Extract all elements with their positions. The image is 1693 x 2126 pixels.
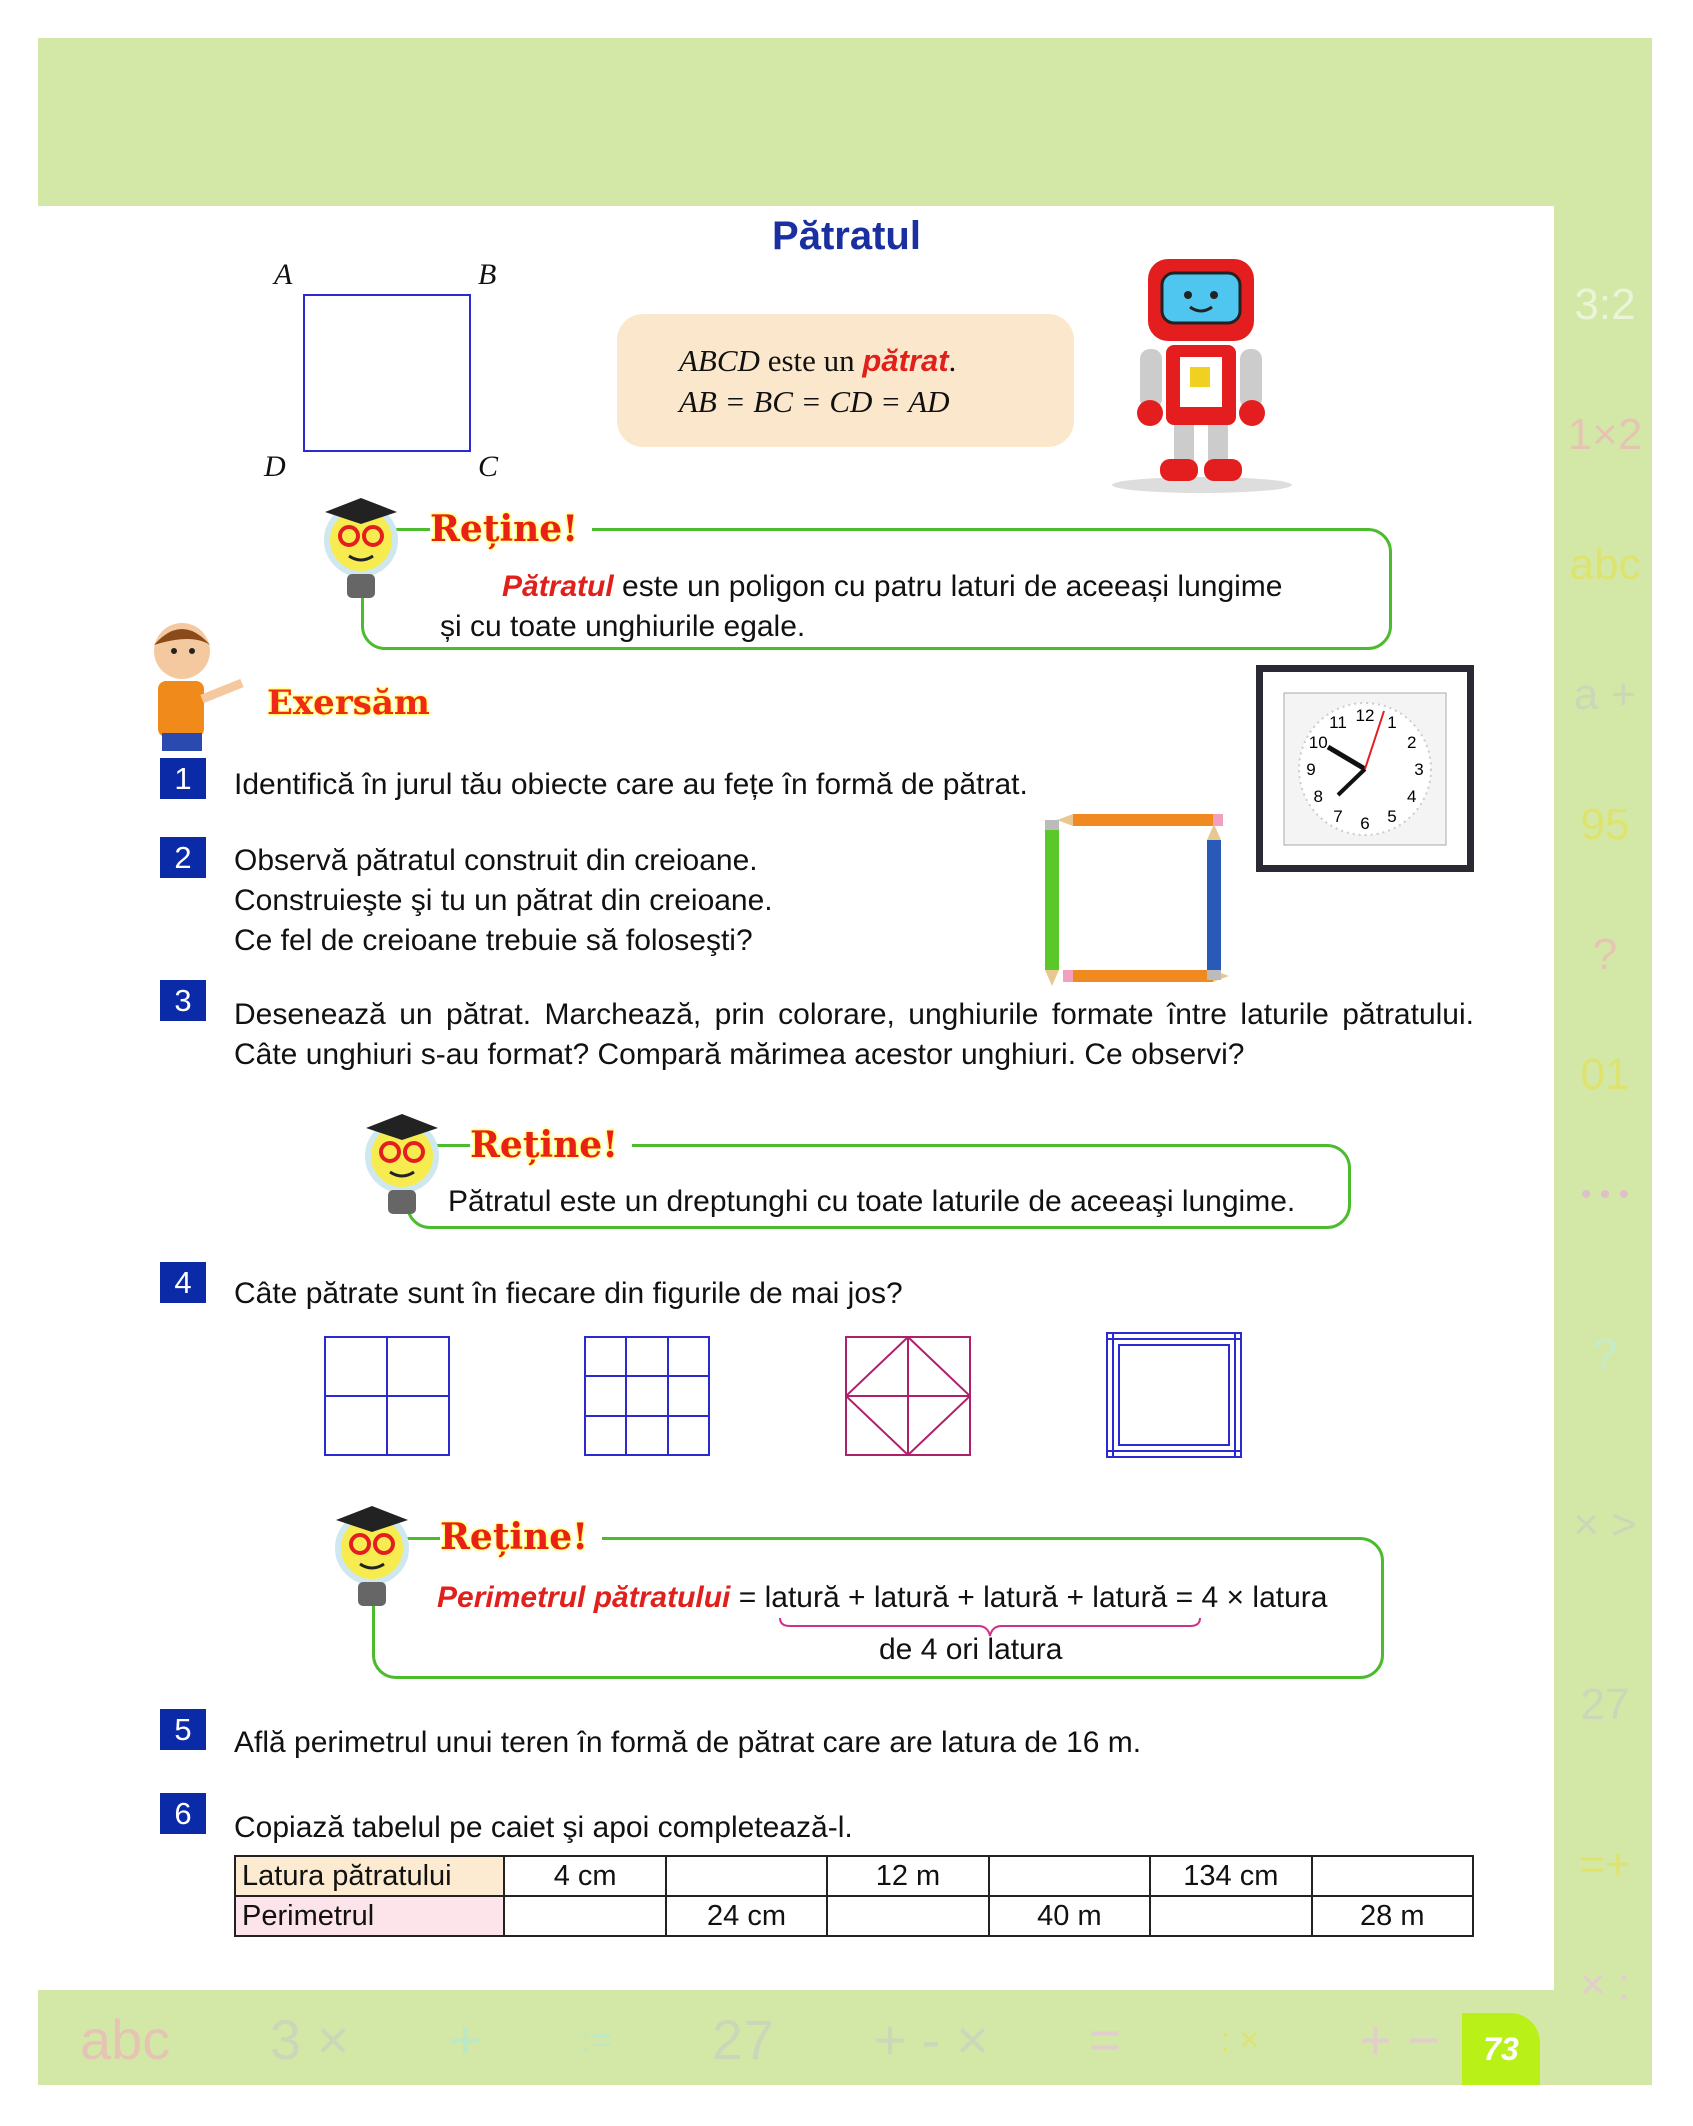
- top-band: [38, 38, 1652, 206]
- table-cell: 4 cm: [504, 1856, 665, 1896]
- table-cell: 40 m: [989, 1896, 1150, 1936]
- robot-illustration: [1110, 257, 1293, 494]
- vertex-c: C: [478, 450, 499, 483]
- deco: :=: [581, 2019, 613, 2060]
- table-cell: [1312, 1856, 1473, 1896]
- perimeter-formula: [437, 1578, 1327, 1618]
- clock-number: 2: [1407, 733, 1417, 752]
- vertex-b: B: [478, 258, 497, 291]
- deco: 1×2: [1567, 410, 1643, 459]
- deco: + - ×: [873, 2008, 989, 2071]
- perimeter-table: [234, 1855, 1474, 1937]
- figure-2-nine-squares: [584, 1336, 710, 1456]
- exercise-number: 5: [160, 1709, 206, 1750]
- deco: × :: [1579, 1960, 1631, 2009]
- row-header: Latura pătratului: [235, 1856, 504, 1896]
- retine-emphasis: Pătratul: [502, 570, 614, 603]
- deco: × >: [1573, 1500, 1637, 1549]
- table-cell: [827, 1896, 988, 1936]
- table-cell: 28 m: [1312, 1896, 1473, 1936]
- table-cell: [989, 1856, 1150, 1896]
- formula-text: = latură + latură + latură + latură = 4 × latura: [738, 1581, 1328, 1614]
- exercise-5-text: Află perimetrul unui teren în formă de pătrat care are latura de 16 m.: [234, 1726, 1142, 1759]
- retine-text: este un poligon cu patru laturi de aceeași lungime: [613, 570, 1283, 603]
- exercise-1-text: Identifică în jurul tău obiecte care au fețe în formă de pătrat.: [234, 768, 1028, 801]
- retine-heading: Reține!: [440, 1516, 602, 1558]
- exercise-line: Observă pătratul construit din creioane.: [234, 844, 758, 877]
- retine-emphasis: Perimetrul pătratului: [437, 1581, 731, 1614]
- clock-number: 9: [1306, 760, 1316, 779]
- deco: 3:2: [1574, 280, 1636, 329]
- clock-number: 11: [1329, 713, 1347, 733]
- retine-heading: Reține!: [470, 1124, 632, 1166]
- pencil-square-image: [1043, 810, 1232, 988]
- row-header: Perimetrul: [235, 1896, 504, 1936]
- deco: : ×: [1220, 2021, 1260, 2059]
- retine-text: și cu toate unghiurile egale.: [440, 610, 806, 643]
- vertex-d: D: [264, 450, 286, 483]
- exercise-number: 2: [160, 837, 206, 878]
- brace-label: de 4 ori latura: [879, 1633, 1063, 1666]
- clock-number: 3: [1414, 760, 1424, 779]
- exercise-6-text: Copiază tabelul pe caiet şi apoi completează-l.: [234, 1811, 853, 1844]
- figure-3-diamond-square: [845, 1336, 971, 1456]
- def-equation: AB = BC = CD = AD: [679, 384, 950, 419]
- retine-text-1: [440, 567, 1380, 647]
- lightbulb-mascot-icon: [311, 494, 407, 604]
- page-title: Pătratul: [772, 214, 921, 258]
- table-cell: 24 cm: [666, 1896, 827, 1936]
- table-cell: [666, 1856, 827, 1896]
- clock-number: 4: [1407, 787, 1417, 806]
- deco: ?: [1592, 930, 1618, 979]
- vertex-a: A: [274, 258, 293, 291]
- clock-number: 12: [1355, 706, 1375, 725]
- exercise-4-text: Câte pătrate sunt în fiecare din figurile de mai jos?: [234, 1277, 903, 1310]
- table-row: [235, 1896, 1473, 1936]
- exersam-heading: Exersăm: [267, 683, 430, 723]
- right-band: [1554, 206, 1652, 2085]
- deco: ?: [1592, 1330, 1618, 1379]
- definition-box: [617, 314, 1074, 447]
- lightbulb-mascot-icon: [352, 1110, 448, 1220]
- def-text: ABCD: [679, 343, 760, 378]
- deco: a +: [1573, 670, 1637, 719]
- deco: abc: [1569, 540, 1641, 589]
- table-cell: [504, 1896, 665, 1936]
- exercise-number: 1: [160, 758, 206, 799]
- exercise-line: Construieşte şi tu un pătrat din creioane.: [234, 884, 773, 917]
- table-row: [235, 1856, 1473, 1896]
- clock-number: 6: [1360, 814, 1370, 833]
- bottom-decorations: [80, 2010, 1440, 2070]
- deco: + −: [1358, 2008, 1440, 2071]
- retine-heading: Reține!: [430, 508, 592, 550]
- clock-number: 5: [1387, 806, 1397, 826]
- page-number: 73: [1462, 2013, 1540, 2085]
- deco: +: [448, 2008, 482, 2071]
- clock-number: 8: [1313, 787, 1323, 806]
- deco: • • •: [1580, 1178, 1630, 1211]
- exercise-number: 4: [160, 1262, 206, 1303]
- deco: 95: [1580, 800, 1630, 849]
- figure-4-nested-squares: [1106, 1332, 1242, 1458]
- def-text: .: [948, 343, 957, 378]
- lightbulb-mascot-icon: [322, 1502, 418, 1612]
- def-emphasis: pătrat: [862, 343, 949, 378]
- deco: 27: [711, 2008, 775, 2071]
- deco: abc: [80, 2008, 171, 2071]
- def-text: este un: [759, 343, 863, 378]
- deco: 01: [1580, 1050, 1630, 1099]
- exercise-number: 3: [160, 980, 206, 1021]
- exercise-number: 6: [160, 1793, 206, 1834]
- deco: 3 ×: [269, 2008, 350, 2071]
- square-abcd: [303, 294, 471, 452]
- deco: =+: [1579, 1840, 1631, 1889]
- clock-image: [1256, 665, 1474, 872]
- table-cell: 12 m: [827, 1856, 988, 1896]
- clock-number: 1: [1387, 713, 1397, 733]
- exercise-3-text: Desenează un pătrat. Marchează, prin colorare, unghiurile formate între laturile pătratului. Câte unghiuri s-au format? Compară mărimea acestor unghiuri. Ce observi?: [234, 998, 1474, 1071]
- clock-number: 10: [1308, 733, 1328, 752]
- deco: 27: [1580, 1680, 1630, 1729]
- table-cell: [1150, 1896, 1311, 1936]
- deco: =: [1088, 2008, 1122, 2071]
- exercise-line: Ce fel de creioane trebuie să foloseşti?: [234, 924, 753, 957]
- figure-1-four-squares: [324, 1336, 450, 1456]
- table-cell: 134 cm: [1150, 1856, 1311, 1896]
- exercise-2-text: [234, 841, 773, 961]
- retine-text-2: Pătratul este un dreptunghi cu toate laturile de aceeaşi lungime.: [448, 1185, 1296, 1218]
- clock-number: 7: [1333, 806, 1343, 826]
- boy-illustration: [142, 619, 246, 751]
